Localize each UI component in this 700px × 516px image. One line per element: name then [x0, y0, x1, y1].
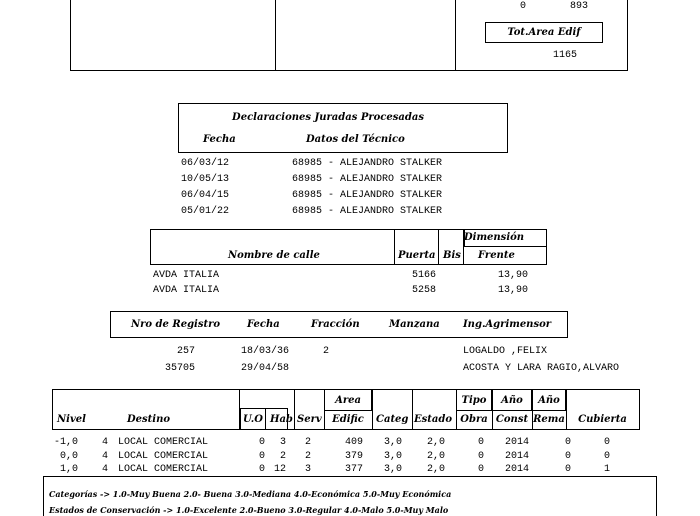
unit-tipo: 0	[478, 451, 485, 462]
units-h-area-top: Area	[335, 395, 361, 406]
units-h-area-bottom: Edific	[332, 414, 364, 425]
unit-rema: 0	[565, 464, 572, 475]
street-row-puerta: 5258	[412, 285, 437, 296]
tot-area-label-box	[485, 22, 603, 43]
tot-area-label: Tot.Area Edif	[507, 27, 581, 38]
unit-const: 2014	[505, 437, 530, 448]
declarations-col-tecnico: Datos del Técnico	[306, 134, 405, 145]
unit-estado: 2,0	[427, 464, 446, 475]
street-row-frente: 13,90	[498, 285, 529, 296]
unit-destino: LOCAL COMERCIAL	[118, 451, 209, 462]
unit-nivel: -1,0	[53, 437, 78, 448]
legend-estados: Estados de Conservación -> 1.0-Excelente 2.0-Bueno 3.0-Regular 4.0-Malo 5.0-Muy Malo	[49, 505, 449, 515]
unit-hab: 3	[279, 437, 286, 448]
unit-destino: LOCAL COMERCIAL	[118, 437, 209, 448]
declarations-col-fecha: Fecha	[203, 134, 236, 145]
units-h-rema-bottom: Rema	[533, 414, 565, 425]
unit-serv: 2	[305, 437, 312, 448]
unit-estado: 2,0	[427, 451, 446, 462]
units-h-categ: Categ	[376, 414, 409, 425]
units-h-ano-top: Año	[501, 395, 523, 406]
unit-cubierta: 0	[604, 451, 611, 462]
unit-serv: 3	[305, 464, 312, 475]
unit-cubierta: 0	[604, 437, 611, 448]
streets-col-nombre: Nombre de calle	[228, 250, 320, 261]
unit-uo: 0	[259, 464, 266, 475]
unit-uo: 0	[259, 437, 266, 448]
unit-categ: 3,0	[384, 451, 403, 462]
unit-categ: 3,0	[384, 437, 403, 448]
street-row-frente: 13,90	[498, 270, 529, 281]
unit-code: 4	[102, 464, 109, 475]
declaration-row-tecnico: 68985 - ALEJANDRO STALKER	[292, 190, 443, 201]
top-value-a: 0	[520, 1, 527, 12]
unit-tipo: 0	[478, 437, 485, 448]
registry-col-agrimensor: Ing.Agrimensor	[463, 319, 552, 330]
streets-col-frente: Frente	[478, 250, 515, 261]
registry-row-registro: 35705	[164, 363, 195, 374]
unit-const: 2014	[505, 464, 530, 475]
street-row-puerta: 5166	[412, 270, 437, 281]
declaration-row-fecha: 06/04/15	[181, 190, 230, 201]
unit-estado: 2,0	[427, 437, 446, 448]
unit-destino: LOCAL COMERCIAL	[118, 464, 209, 475]
declaration-row-tecnico: 68985 - ALEJANDRO STALKER	[292, 158, 443, 169]
units-h-nivel: Nivel	[57, 414, 86, 425]
units-h-tipo-bottom: Obra	[460, 414, 488, 425]
registry-row-agrimensor: ACOSTA Y LARA RAGIO,ALVARO	[463, 363, 620, 374]
units-h-destino: Destino	[127, 414, 171, 425]
streets-col-bis: Bis	[443, 250, 461, 261]
unit-categ: 3,0	[384, 464, 403, 475]
units-h-ano-bottom: Const	[495, 414, 529, 425]
registry-row-registro: 257	[176, 346, 195, 357]
unit-code: 4	[102, 451, 109, 462]
top-value-b: 893	[570, 1, 589, 12]
units-h-estado: Estado	[414, 414, 453, 425]
declaration-row-fecha: 05/01/22	[181, 206, 230, 217]
unit-rema: 0	[565, 437, 572, 448]
tot-area-value: 1165	[553, 50, 578, 61]
declarations-header-box	[178, 103, 508, 153]
units-h-hab: Hab	[270, 414, 293, 425]
unit-hab: 2	[279, 451, 286, 462]
registry-col-fraccion: Fracción	[311, 319, 360, 330]
street-row-nombre: AVDA ITALIA	[153, 285, 220, 296]
registry-row-agrimensor: LOGALDO ,FELIX	[463, 346, 548, 357]
legend-categorias: Categorías -> 1.0-Muy Buena 2.0- Buena 3.0-Mediana 4.0-Económica 5.0-Muy Económica	[49, 489, 452, 499]
unit-nivel: 1,0	[59, 464, 78, 475]
declaration-row-tecnico: 68985 - ALEJANDRO STALKER	[292, 206, 443, 217]
registry-col-fecha: Fecha	[247, 319, 280, 330]
registry-col-registro: Nro de Registro	[131, 319, 221, 330]
registry-row-fecha: 18/03/36	[241, 346, 290, 357]
declaration-row-fecha: 10/05/13	[181, 174, 230, 185]
units-h-cubierta: Cubierta	[578, 414, 627, 425]
unit-rema: 0	[565, 451, 572, 462]
unit-serv: 2	[305, 451, 312, 462]
registry-col-manzana: Manzana	[389, 319, 440, 330]
unit-const: 2014	[505, 451, 530, 462]
streets-col-puerta: Puerta	[398, 250, 436, 261]
units-h-tipo-top: Tipo	[461, 395, 487, 406]
unit-cubierta: 1	[604, 464, 611, 475]
units-h-rema-top: Año	[538, 395, 560, 406]
unit-hab: 12	[273, 464, 286, 475]
declaration-row-fecha: 06/03/12	[181, 158, 230, 169]
unit-code: 4	[102, 437, 109, 448]
streets-col-dimension: Dimensión	[464, 232, 525, 243]
unit-area: 409	[345, 437, 364, 448]
unit-area: 379	[345, 451, 364, 462]
declarations-title: Declaraciones Juradas Procesadas	[232, 112, 424, 123]
unit-uo: 0	[259, 451, 266, 462]
unit-tipo: 0	[478, 464, 485, 475]
declaration-row-tecnico: 68985 - ALEJANDRO STALKER	[292, 174, 443, 185]
units-h-uo: U.O	[243, 414, 263, 425]
registry-row-fraccion: 2	[323, 346, 330, 357]
unit-area: 377	[345, 464, 364, 475]
street-row-nombre: AVDA ITALIA	[153, 270, 220, 281]
units-h-serv: Serv	[297, 414, 322, 425]
registry-row-fecha: 29/04/58	[241, 363, 290, 374]
unit-nivel: 0,0	[59, 451, 78, 462]
